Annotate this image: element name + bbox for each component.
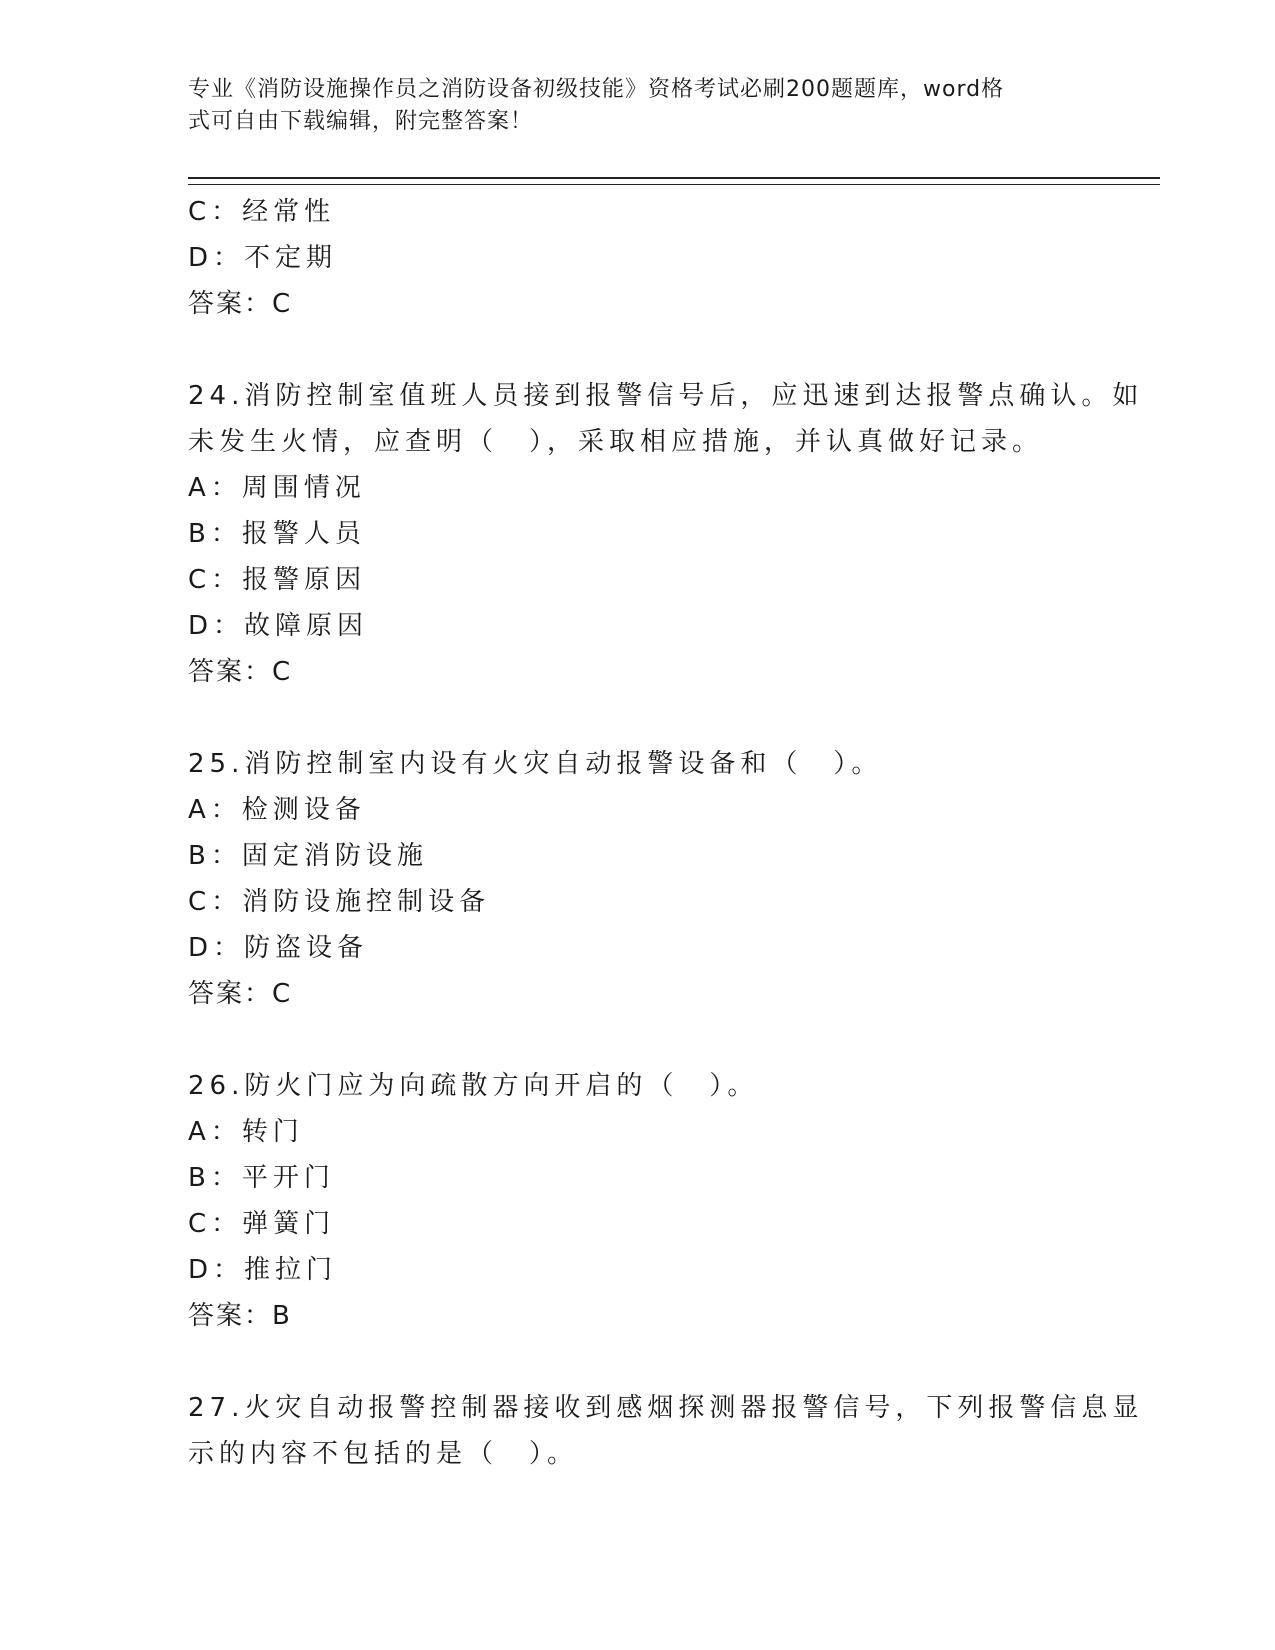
header-divider-thick: [188, 177, 1160, 179]
question-25: [188, 741, 1088, 1017]
question-stem-line: 示的内容不包括的是（ ）。: [188, 1439, 579, 1469]
option-d: D：推拉门: [188, 1255, 338, 1285]
question-24: [188, 373, 1144, 695]
question-spacer: [188, 1339, 1088, 1385]
option-c: C：经常性: [188, 197, 336, 227]
question-26: [188, 1063, 1088, 1339]
question-list: [188, 189, 1144, 1477]
question-spacer: [188, 1017, 1088, 1063]
option-a: A：周围情况: [188, 473, 366, 503]
option-c: C：报警原因: [188, 565, 367, 595]
option-b: B：平开门: [188, 1163, 335, 1193]
option-b: B：报警人员: [188, 519, 366, 549]
question-stem-line: 未发生火情，应查明（ ），采取相应措施，并认真做好记录。: [188, 427, 1044, 457]
option-c: C：弹簧门: [188, 1209, 336, 1239]
answer-line: 答案：C: [188, 657, 293, 687]
question-stem-line: 27.火灾自动报警控制器接收到感烟探测器报警信号，下列报警信息显: [188, 1393, 1144, 1423]
header-title-line-2: 式可自由下载编辑，附完整答案！: [188, 109, 534, 134]
option-a: A：转门: [188, 1117, 304, 1147]
question-stem-line: 26.防火门应为向疏散方向开启的（ ）。: [188, 1071, 759, 1101]
option-d: D：防盗设备: [188, 933, 369, 963]
option-b: B：固定消防设施: [188, 841, 428, 871]
question-27: [188, 1385, 1144, 1477]
option-d: D：不定期: [188, 243, 338, 273]
question-23-continued: [188, 189, 1088, 327]
header-title-line-1: 专业《消防设施操作员之消防设备初级技能》资格考试必刷200题题库，word格: [188, 77, 1005, 102]
answer-line: 答案：B: [188, 1301, 292, 1331]
answer-line: 答案：C: [188, 979, 293, 1009]
option-a: A：检测设备: [188, 795, 366, 825]
document-header: [188, 74, 1068, 138]
option-c: C：消防设施控制设备: [188, 887, 491, 917]
question-spacer: [188, 327, 1088, 373]
question-stem-line: 25.消防控制室内设有火灾自动报警设备和（ ）。: [188, 749, 883, 779]
question-spacer: [188, 695, 1088, 741]
answer-line: 答案：C: [188, 289, 293, 319]
question-stem-line: 24.消防控制室值班人员接到报警信号后，应迅速到达报警点确认。如: [188, 381, 1144, 411]
option-d: D：故障原因: [188, 611, 369, 641]
header-divider-thin: [188, 184, 1160, 185]
